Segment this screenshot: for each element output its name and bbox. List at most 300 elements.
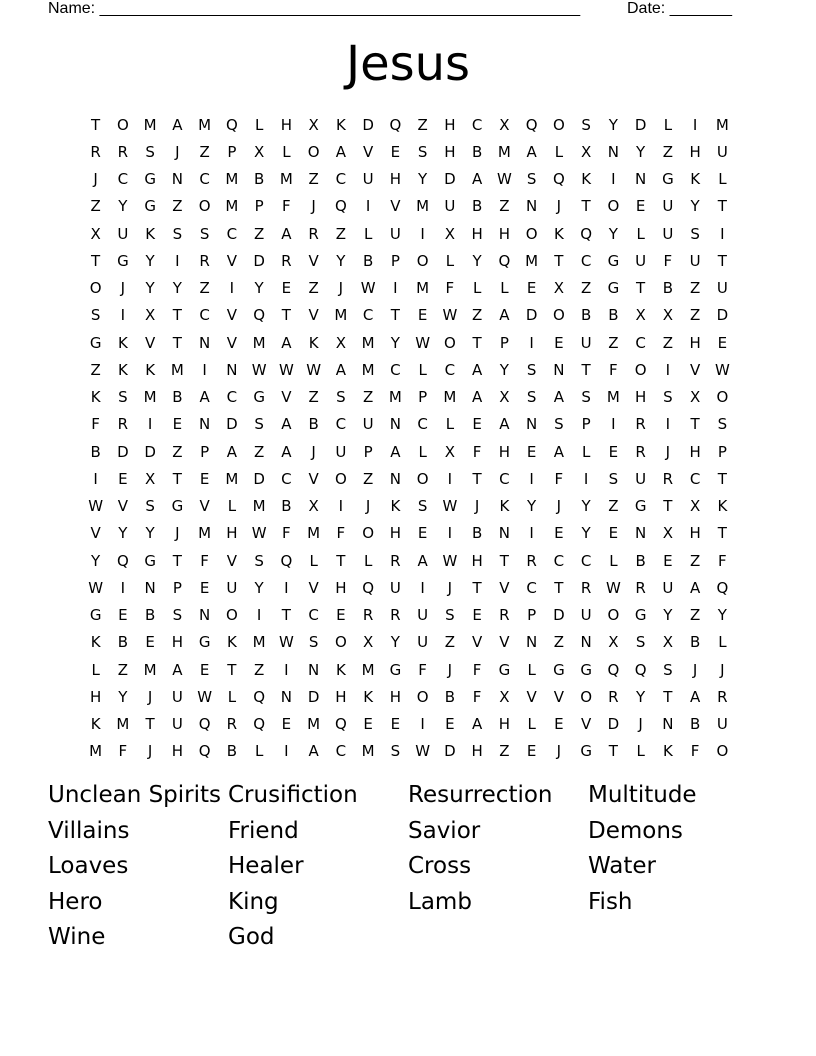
grid-letter: M xyxy=(252,633,266,652)
grid-letter: N xyxy=(635,524,647,543)
grid-letter: Z xyxy=(444,633,456,652)
grid-letter: M xyxy=(89,742,103,761)
grid-letter: W xyxy=(714,360,730,379)
grid-letter: X xyxy=(580,142,592,161)
grid-letter: Q xyxy=(253,687,266,706)
grid-letter: K xyxy=(226,633,237,652)
grid-letter: I xyxy=(284,578,289,597)
grid-letter: Y xyxy=(717,606,727,625)
grid-letter: Q xyxy=(498,251,511,270)
grid-letter: G xyxy=(607,251,620,270)
grid-letter: V xyxy=(390,197,401,216)
grid-letter: B xyxy=(471,142,483,161)
grid-letter: I xyxy=(120,578,126,597)
grid-letter: W xyxy=(278,360,294,379)
grid-letter: P xyxy=(172,578,182,597)
grid-letter: P xyxy=(200,442,210,461)
grid-letter: I xyxy=(447,469,453,488)
grid-letter: E xyxy=(199,660,210,679)
grid-letter: V xyxy=(580,715,592,734)
grid-letter: A xyxy=(172,660,183,679)
grid-letter: P xyxy=(499,333,509,352)
grid-letter: H xyxy=(89,687,102,706)
grid-letter: D xyxy=(117,442,129,461)
grid-letter: H xyxy=(444,115,456,134)
grid-letter: M xyxy=(606,388,620,407)
grid-letter: V xyxy=(689,360,701,379)
grid-letter: O xyxy=(362,524,375,543)
grid-letter: U xyxy=(444,197,456,216)
grid-letter: N xyxy=(171,170,183,189)
grid-letter: N xyxy=(498,524,510,543)
grid-letter: F xyxy=(718,551,727,570)
word-bank-item: King xyxy=(228,888,279,915)
grid-letter: H xyxy=(471,224,483,243)
grid-letter: L xyxy=(227,687,237,706)
grid-letter: U xyxy=(417,633,429,652)
grid-letter: T xyxy=(227,660,237,679)
grid-letter: M xyxy=(170,360,184,379)
grid-letter: W xyxy=(442,497,458,516)
grid-letter: V xyxy=(226,333,237,352)
grid-letter: E xyxy=(717,333,728,352)
grid-letter: V xyxy=(226,306,237,325)
grid-letter: N xyxy=(635,170,647,189)
grid-letter: Y xyxy=(145,251,155,270)
grid-letter: R xyxy=(662,469,674,488)
grid-letter: X xyxy=(335,333,347,352)
grid-letter: N xyxy=(553,360,565,379)
grid-letter: W xyxy=(278,633,294,652)
grid-letter: O xyxy=(116,115,129,134)
grid-letter: I xyxy=(611,415,616,434)
grid-letter: I xyxy=(420,578,425,597)
grid-letter: G xyxy=(580,660,592,679)
grid-letter: X xyxy=(499,115,510,134)
grid-letter: Y xyxy=(581,497,591,516)
grid-letter: J xyxy=(365,497,371,516)
grid-letter: L xyxy=(418,360,427,379)
grid-letter: C xyxy=(390,360,401,379)
grid-letter: K xyxy=(363,687,374,706)
grid-letter: E xyxy=(336,606,346,625)
grid-letter: G xyxy=(198,633,211,652)
grid-letter: F xyxy=(554,469,564,488)
grid-letter: E xyxy=(118,606,128,625)
grid-letter: F xyxy=(282,524,291,543)
grid-letter: J xyxy=(720,660,725,679)
grid-letter: X xyxy=(662,524,674,543)
grid-letter: T xyxy=(172,469,182,488)
grid-letter: Y xyxy=(145,279,155,298)
grid-letter: Q xyxy=(334,197,347,216)
grid-letter: C xyxy=(471,115,483,134)
grid-letter: Z xyxy=(662,333,674,352)
grid-letter: Y xyxy=(336,251,346,270)
grid-letter: R xyxy=(635,442,646,461)
grid-letter: A xyxy=(499,306,510,325)
grid-letter: U xyxy=(580,606,592,625)
grid-letter: X xyxy=(144,306,156,325)
grid-letter: Y xyxy=(527,497,537,516)
grid-letter: F xyxy=(663,251,673,270)
grid-letter: H xyxy=(471,551,483,570)
grid-letter: B xyxy=(608,306,619,325)
grid-letter: S xyxy=(526,170,537,189)
grid-letter: T xyxy=(336,551,346,570)
grid-letter: G xyxy=(607,279,620,298)
grid-letter: G xyxy=(580,742,592,761)
grid-letter: O xyxy=(416,251,429,270)
grid-letter: O xyxy=(334,469,347,488)
grid-letter: A xyxy=(335,360,346,379)
grid-letter: U xyxy=(716,279,728,298)
grid-letter: P xyxy=(227,142,237,161)
grid-letter: P xyxy=(581,415,591,434)
grid-letter: B xyxy=(144,606,156,625)
grid-letter: L xyxy=(309,551,318,570)
grid-letter: C xyxy=(226,388,238,407)
grid-letter: L xyxy=(363,224,373,243)
grid-letter: N xyxy=(526,415,538,434)
grid-letter: Y xyxy=(172,279,182,298)
grid-letter: C xyxy=(362,306,374,325)
grid-letter: S xyxy=(526,360,537,379)
grid-letter: P xyxy=(254,197,264,216)
grid-letter: N xyxy=(526,633,538,652)
grid-letter: R xyxy=(635,578,646,597)
grid-letter: O xyxy=(716,742,729,761)
grid-letter: I xyxy=(720,224,725,243)
grid-letter: N xyxy=(226,360,238,379)
grid-letter: U xyxy=(580,333,592,352)
grid-letter: Q xyxy=(580,224,593,243)
grid-letter: U xyxy=(635,251,647,270)
grid-letter: M xyxy=(443,388,457,407)
grid-letter: E xyxy=(145,633,155,652)
grid-letter: P xyxy=(390,251,400,270)
grid-letter: T xyxy=(472,469,482,488)
grid-letter: A xyxy=(689,687,701,706)
grid-letter: T xyxy=(717,251,727,270)
grid-letter: V xyxy=(471,633,483,652)
grid-letter: S xyxy=(172,224,183,243)
word-bank-item: Friend xyxy=(228,817,299,844)
grid-letter: F xyxy=(118,742,128,761)
grid-letter: N xyxy=(199,415,211,434)
grid-letter: F xyxy=(91,415,100,434)
grid-letter: J xyxy=(556,497,562,516)
grid-letter: C xyxy=(635,333,646,352)
grid-letter: S xyxy=(118,388,128,407)
grid-letter: T xyxy=(145,715,155,734)
grid-letter: M xyxy=(143,660,157,679)
grid-letter: I xyxy=(229,279,235,298)
grid-letter: T xyxy=(581,197,591,216)
grid-letter: D xyxy=(607,715,620,734)
grid-letter: N xyxy=(389,469,401,488)
word-bank-item: Demons xyxy=(588,817,683,844)
grid-letter: X xyxy=(362,633,374,652)
grid-letter: W xyxy=(306,360,322,379)
grid-letter: I xyxy=(583,469,589,488)
grid-letter: E xyxy=(663,551,673,570)
grid-letter: I xyxy=(420,715,425,734)
grid-letter: A xyxy=(172,115,183,134)
grid-letter: Z xyxy=(308,279,319,298)
grid-letter: Z xyxy=(172,197,183,216)
grid-letter: L xyxy=(91,660,100,679)
grid-letter: W xyxy=(605,578,621,597)
grid-letter: U xyxy=(662,224,674,243)
grid-letter: A xyxy=(281,224,292,243)
grid-letter: I xyxy=(338,497,344,516)
grid-letter: S xyxy=(308,633,319,652)
grid-letter: B xyxy=(662,279,674,298)
grid-letter: M xyxy=(279,170,293,189)
grid-letter: T xyxy=(663,497,673,516)
grid-letter: Q xyxy=(116,551,129,570)
grid-letter: Q xyxy=(253,306,266,325)
grid-letter: I xyxy=(611,170,616,189)
grid-letter: T xyxy=(91,115,101,134)
grid-letter: M xyxy=(715,115,729,134)
grid-letter: X xyxy=(689,497,701,516)
grid-letter: F xyxy=(472,660,482,679)
grid-letter: U xyxy=(389,578,401,597)
grid-letter: R xyxy=(499,606,510,625)
word-bank-item: Wine xyxy=(48,924,106,950)
grid-letter: D xyxy=(253,251,265,270)
grid-letter: K xyxy=(90,388,101,407)
grid-letter: Y xyxy=(636,687,646,706)
grid-letter: D xyxy=(553,606,565,625)
grid-letter: V xyxy=(90,524,101,543)
grid-letter: H xyxy=(389,170,402,189)
grid-letter: Z xyxy=(662,142,674,161)
grid-letter: T xyxy=(608,742,618,761)
grid-letter: A xyxy=(281,442,292,461)
grid-letter: X xyxy=(608,633,619,652)
grid-letter: B xyxy=(226,742,238,761)
grid-letter: B xyxy=(172,388,183,407)
grid-letter: L xyxy=(282,142,291,161)
grid-letter: E xyxy=(554,333,564,352)
grid-letter: X xyxy=(444,224,456,243)
grid-letter: Z xyxy=(253,442,265,461)
grid-letter: K xyxy=(390,497,401,516)
grid-letter: M xyxy=(198,524,212,543)
grid-letter: A xyxy=(471,388,483,407)
grid-letter: E xyxy=(390,142,401,161)
word-bank-item: Lamb xyxy=(408,888,472,915)
grid-letter: G xyxy=(144,170,156,189)
grid-letter: V xyxy=(226,251,237,270)
grid-letter: G xyxy=(89,606,102,625)
grid-letter: H xyxy=(471,742,483,761)
grid-letter: Z xyxy=(689,279,701,298)
grid-letter: J xyxy=(447,578,453,597)
grid-letter: S xyxy=(254,415,264,434)
grid-letter: E xyxy=(472,606,482,625)
grid-letter: U xyxy=(716,142,728,161)
grid-letter: T xyxy=(636,279,646,298)
grid-letter: S xyxy=(663,388,673,407)
grid-letter: B xyxy=(253,170,265,189)
grid-letter: C xyxy=(199,306,210,325)
grid-letter: K xyxy=(90,715,101,734)
grid-letter: M xyxy=(225,469,239,488)
grid-letter: O xyxy=(416,469,429,488)
grid-letter: X xyxy=(689,388,701,407)
grid-letter: G xyxy=(389,660,402,679)
grid-letter: Y xyxy=(118,197,128,216)
grid-letter: H xyxy=(498,442,511,461)
grid-letter: H xyxy=(389,524,402,543)
word-bank-item: Fish xyxy=(588,888,633,915)
grid-letter: V xyxy=(308,306,319,325)
grid-letter: P xyxy=(418,388,428,407)
grid-letter: K xyxy=(581,170,592,189)
grid-letter: Z xyxy=(199,142,210,161)
grid-letter: T xyxy=(172,306,182,325)
grid-letter: S xyxy=(145,497,155,516)
grid-letter: U xyxy=(689,251,701,270)
grid-letter: O xyxy=(716,388,729,407)
grid-letter: H xyxy=(498,715,511,734)
grid-letter: S xyxy=(445,606,455,625)
grid-letter: J xyxy=(556,742,562,761)
grid-letter: W xyxy=(442,551,458,570)
grid-letter: M xyxy=(525,251,539,270)
grid-letter: Z xyxy=(117,660,129,679)
grid-letter: F xyxy=(445,279,455,298)
grid-letter: M xyxy=(198,115,212,134)
grid-letter: Z xyxy=(90,360,101,379)
grid-letter: B xyxy=(689,633,701,652)
grid-letter: R xyxy=(390,606,401,625)
grid-letter: C xyxy=(580,251,592,270)
grid-letter: I xyxy=(665,415,671,434)
grid-letter: E xyxy=(118,469,128,488)
grid-letter: R xyxy=(117,142,129,161)
grid-letter: T xyxy=(581,360,591,379)
grid-letter: J xyxy=(447,660,453,679)
word-search-grid xyxy=(82,111,738,765)
grid-letter: S xyxy=(608,469,619,488)
word-bank-item: Multitude xyxy=(588,782,697,808)
grid-letter: X xyxy=(253,142,265,161)
grid-letter: U xyxy=(417,606,429,625)
grid-letter: M xyxy=(143,388,157,407)
grid-letter: A xyxy=(226,442,237,461)
grid-letter: B xyxy=(444,687,456,706)
grid-letter: A xyxy=(281,333,292,352)
grid-letter: J xyxy=(147,742,153,761)
grid-letter: M xyxy=(252,333,266,352)
grid-letter: X xyxy=(635,306,646,325)
grid-letter: Q xyxy=(362,578,375,597)
grid-letter: F xyxy=(690,742,700,761)
grid-letter: K xyxy=(308,333,319,352)
grid-letter: R xyxy=(580,578,592,597)
grid-letter: Q xyxy=(607,660,620,679)
grid-letter: O xyxy=(580,687,593,706)
grid-letter: X xyxy=(144,469,156,488)
grid-letter: Z xyxy=(499,197,510,216)
grid-letter: Q xyxy=(525,115,538,134)
grid-letter: V xyxy=(553,687,564,706)
grid-letter: T xyxy=(172,551,182,570)
grid-letter: N xyxy=(199,333,211,352)
grid-letter: D xyxy=(307,687,320,706)
grid-letter: Y xyxy=(608,115,618,134)
grid-letter: I xyxy=(256,606,262,625)
grid-letter: Y xyxy=(390,633,400,652)
grid-letter: I xyxy=(529,524,534,543)
grid-letter: F xyxy=(472,687,482,706)
grid-letter: H xyxy=(689,524,701,543)
grid-letter: Y xyxy=(499,360,509,379)
grid-letter: T xyxy=(663,687,673,706)
grid-letter: P xyxy=(363,442,373,461)
grid-letter: B xyxy=(689,715,701,734)
grid-letter: N xyxy=(580,633,592,652)
grid-letter: L xyxy=(227,497,237,516)
grid-letter: K xyxy=(145,360,156,379)
grid-letter: K xyxy=(145,224,156,243)
grid-letter: Y xyxy=(145,524,155,543)
grid-letter: G xyxy=(634,606,647,625)
grid-letter: T xyxy=(690,415,700,434)
grid-letter: Q xyxy=(225,115,238,134)
grid-letter: Q xyxy=(198,742,211,761)
grid-letter: L xyxy=(718,633,727,652)
grid-letter: O xyxy=(416,687,429,706)
grid-letter: Y xyxy=(118,687,128,706)
grid-letter: Y xyxy=(636,142,646,161)
grid-letter: O xyxy=(89,279,102,298)
grid-letter: N xyxy=(662,715,674,734)
grid-letter: Q xyxy=(280,551,293,570)
grid-letter: U xyxy=(362,415,374,434)
grid-letter: K xyxy=(717,497,728,516)
grid-letter: Y xyxy=(581,524,591,543)
grid-letter: Z xyxy=(90,197,101,216)
grid-letter: Q xyxy=(253,715,266,734)
grid-letter: B xyxy=(308,415,319,434)
grid-letter: Z xyxy=(172,442,183,461)
grid-letter: K xyxy=(499,497,510,516)
grid-letter: U xyxy=(171,715,183,734)
grid-letter: R xyxy=(390,551,401,570)
grid-letter: U xyxy=(716,715,728,734)
grid-letter: V xyxy=(499,578,510,597)
grid-letter: J xyxy=(93,170,98,189)
grid-letter: E xyxy=(417,306,428,325)
grid-letter: V xyxy=(226,551,237,570)
grid-letter: M xyxy=(416,279,430,298)
grid-letter: R xyxy=(526,551,537,570)
word-bank-item: Crusifiction xyxy=(228,782,358,808)
grid-letter: K xyxy=(335,660,346,679)
grid-letter: U xyxy=(171,687,183,706)
grid-letter: S xyxy=(336,388,346,407)
grid-letter: O xyxy=(552,115,565,134)
grid-letter: U xyxy=(226,578,238,597)
grid-letter: H xyxy=(689,142,701,161)
grid-letter: R xyxy=(199,251,210,270)
